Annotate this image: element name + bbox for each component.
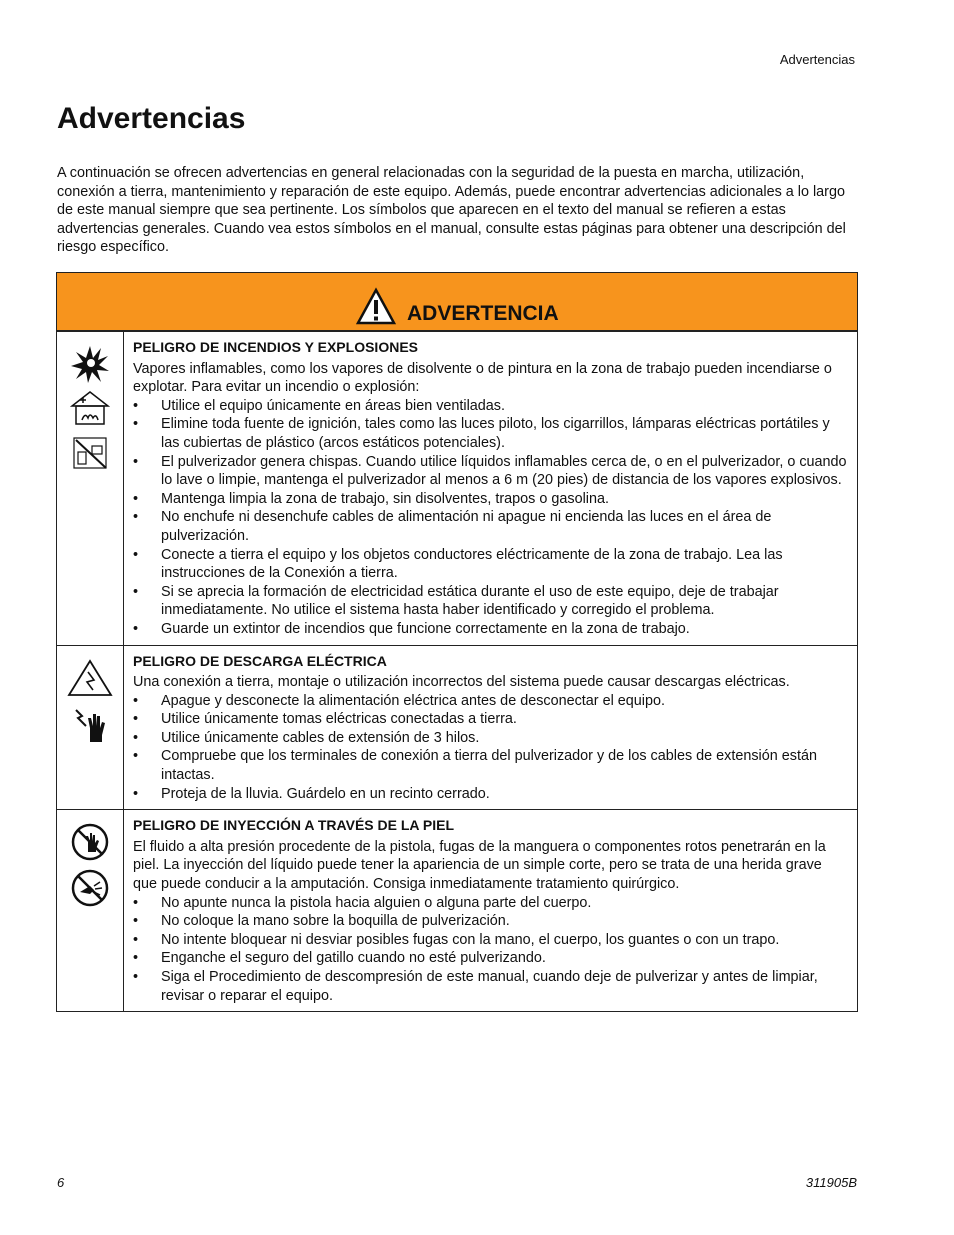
- warning-header: [57, 273, 857, 331]
- explosion-icon: [70, 344, 110, 384]
- section-icons: [57, 810, 124, 1011]
- fire-explosion-section: [57, 331, 857, 645]
- section-description: El fluido a alta presión procedente de la pistola, fugas de la manguera o componentes rotos penetrarán en la piel. La inyección del líquido puede tener la apariencia de un simple corte, pero se trata de una herida grave que puede conducir a la amputación. Consiga inmediatamente tratamiento quirúrgico.: [133, 838, 826, 893]
- warning-label: ADVERTENCIA: [407, 302, 559, 325]
- skin-injection-section: [57, 809, 857, 1011]
- bullet-list: [133, 692, 849, 804]
- section-description: Una conexión a tierra, montaje o utilización incorrectos del sistema puede causar descargas eléctricas.: [133, 674, 790, 691]
- section-title: PELIGRO DE INCENDIOS Y EXPLOSIONES: [133, 339, 418, 355]
- warning-table: [56, 272, 858, 1012]
- bullet-list: [133, 397, 849, 639]
- list-item: • Guarde un extintor de incendios que funcione correctamente en la zona de trabajo.: [133, 620, 849, 639]
- section-icons: [57, 646, 124, 810]
- flammable-house-icon: [70, 390, 110, 426]
- warning-triangle-icon: [355, 286, 397, 328]
- running-header: Advertencias: [779, 52, 855, 67]
- list-item: • Utilice el equipo únicamente en áreas bien ventiladas.: [133, 397, 849, 416]
- no-hand-icon: [70, 822, 110, 862]
- section-icons: [57, 332, 124, 645]
- list-item: • No apunte nunca la pistola hacia alguien o alguna parte del cuerpo.: [133, 894, 849, 913]
- list-item: • Enganche el seguro del gatillo cuando no esté pulverizando.: [133, 949, 849, 968]
- list-item: • Proteja de la lluvia. Guárdelo en un recinto cerrado.: [133, 785, 849, 804]
- section-title: PELIGRO DE DESCARGA ELÉCTRICA: [133, 652, 387, 669]
- document-number: 311905B: [805, 1175, 857, 1190]
- no-plug-icon: [70, 432, 110, 472]
- electric-shock-section: [57, 645, 857, 810]
- list-item: • Si se aprecia la formación de electricidad estática durante el uso de este equipo, deje de trabajar inmediatamente. No utilice el sistema hasta haber identificado y corregido el problema.: [133, 583, 849, 620]
- bullet-list: [133, 894, 849, 1006]
- list-item: • No enchufe ni desenchufe cables de alimentación ni apague ni encienda las luces en el área de pulverización.: [133, 508, 849, 545]
- list-item: • El pulverizador genera chispas. Cuando utilice líquidos inflamables cerca de, o en el pulverizador, o cuando lo lave o limpie, mantenga el pulverizador al menos a 6 m (20 pies) de distancia de los vapores explosivos.: [133, 453, 849, 490]
- list-item: • Utilice únicamente cables de extensión de 3 hilos.: [133, 729, 849, 748]
- list-item: • Compruebe que los terminales de conexión a tierra del pulverizador y de los cables de extensión están intactas.: [133, 747, 849, 784]
- section-description: Vapores inflamables, como los vapores de disolvente o de pintura en la zona de trabajo pueden incendiarse o explotar. Para evitar un incendio o explosión:: [133, 360, 832, 396]
- list-item: • Elimine toda fuente de ignición, tales como las luces piloto, los cigarrillos, lámparas eléctricas portátiles y las cubiertas de plástico (arcos estáticos potenciales).: [133, 415, 849, 452]
- electric-shock-triangle-icon: [66, 658, 114, 698]
- list-item: • No intente bloquear ni desviar posibles fugas con la mano, el cuerpo, los guantes o con un trapo.: [133, 931, 849, 950]
- list-item: • Utilice únicamente tomas eléctricas conectadas a tierra.: [133, 710, 849, 729]
- list-item: • Siga el Procedimiento de descompresión de este manual, cuando deje de pulverizar y antes de limpiar, revisar o reparar el equipo.: [133, 968, 849, 1005]
- list-item: • No coloque la mano sobre la boquilla de pulverización.: [133, 912, 849, 931]
- page-number: 6: [57, 1175, 65, 1190]
- list-item: • Apague y desconecte la alimentación eléctrica antes de desconectar el equipo.: [133, 692, 849, 711]
- no-spray-icon: [70, 868, 110, 908]
- intro-paragraph: A continuación se ofrecen advertencias en general relacionadas con la seguridad de la puesta en marcha, utilización, conexión a tierra, mantenimiento y reparación de este equipo. Además, puede encontrar advertencias adicionales a lo largo de este manual siempre que sea pertinente. Los símbolos que aparecen en el texto del manual se refieren a estas advertencias generales. Cuando vea estos símbolos en el manual, consulte estas páginas para obtener una descripción del riesgo específico.: [57, 165, 846, 256]
- page-title: Advertencias: [57, 102, 246, 135]
- section-title: PELIGRO DE INYECCIÓN A TRAVÉS DE LA PIEL: [133, 817, 454, 834]
- list-item: • Mantenga limpia la zona de trabajo, sin disolventes, trapos o gasolina.: [133, 490, 849, 509]
- list-item: • Conecte a tierra el equipo y los objetos conductores eléctricamente de la zona de trabajo. Lea las instrucciones de la Conexión a tierra.: [133, 546, 849, 583]
- shocked-hand-icon: [70, 704, 110, 744]
